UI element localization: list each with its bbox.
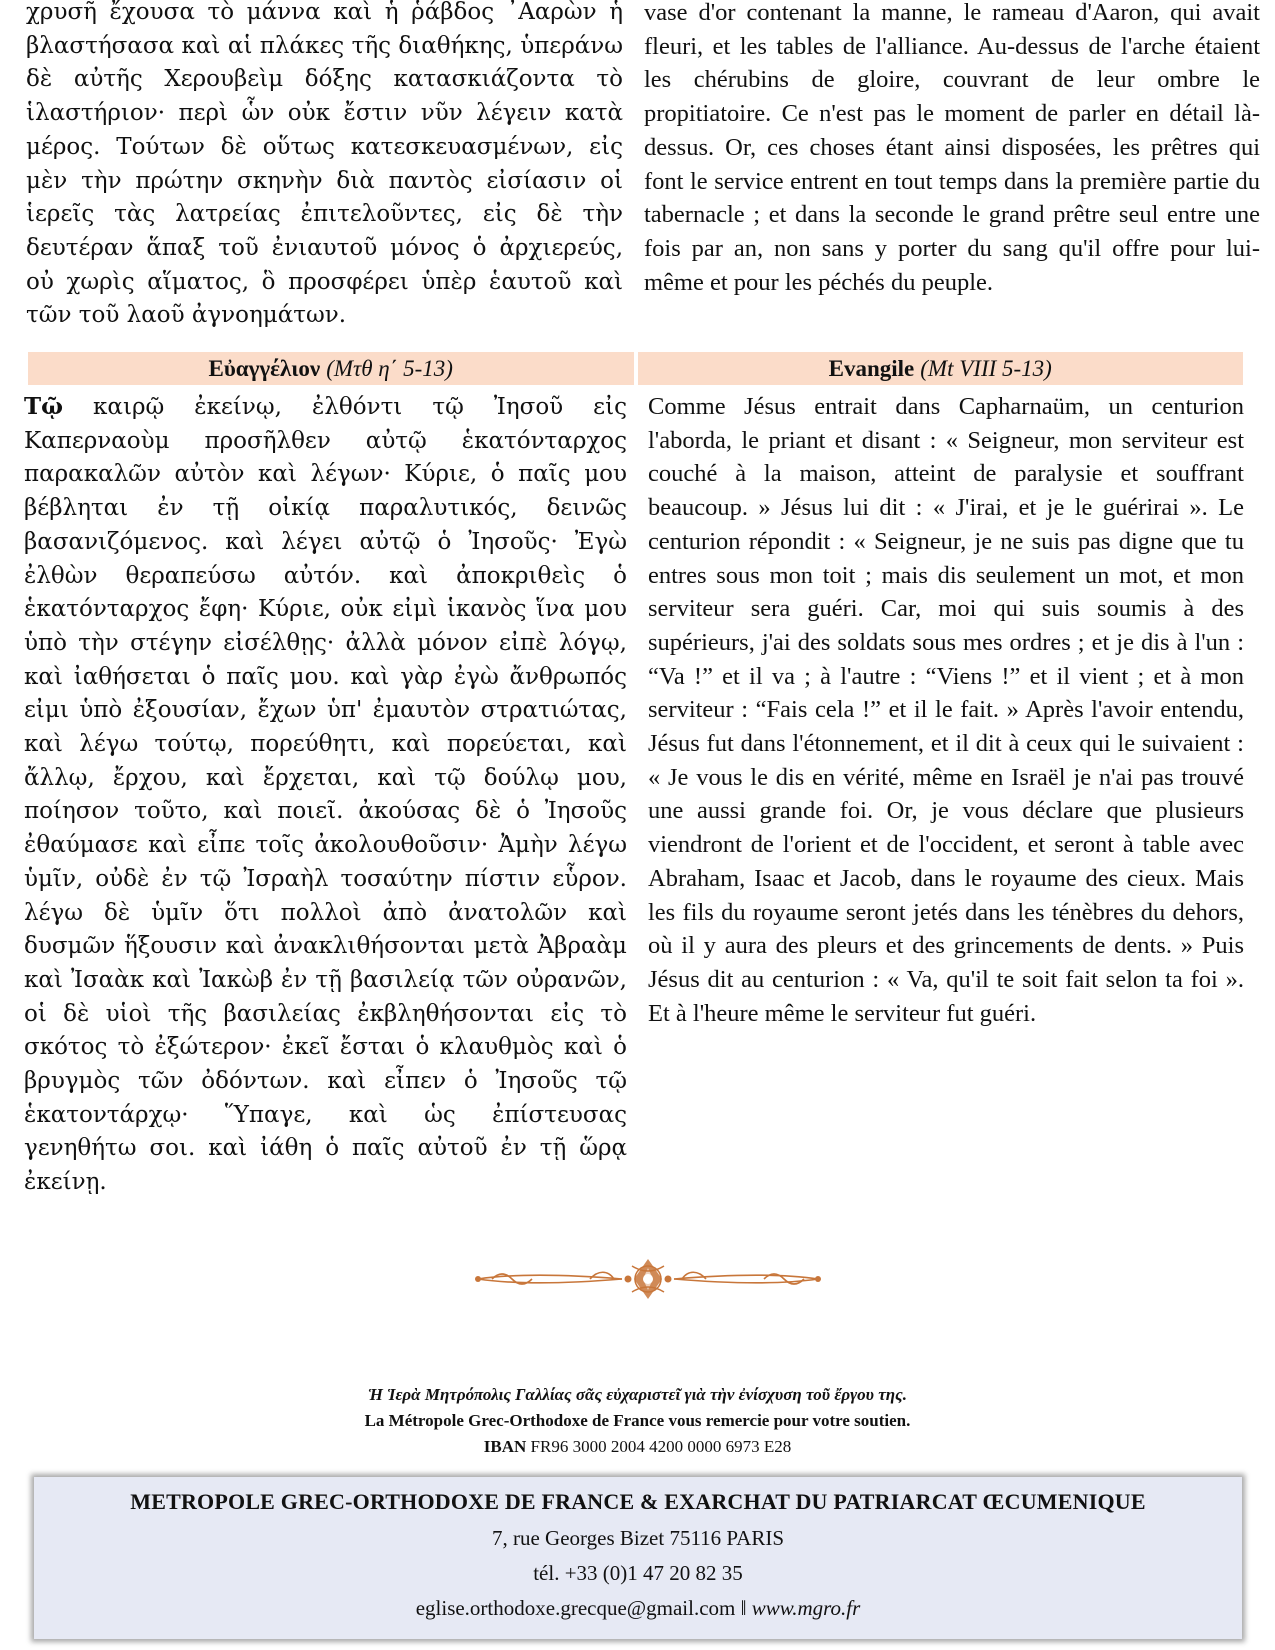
footer-phone: tél. +33 (0)1 47 20 82 35 [533,1561,743,1585]
gospel-header-row [28,352,1243,385]
epistle-french-text: vase d'or contenant la manne, le rameau d'Aaron, qui avait fleuri, et les tables de l'alliance. Au-dessus de l'arche étaient les chérubins de gloire, couvrant de leur ombre le propitiatoire. Ce n'est pas le moment de parler en détail là-dessus. Or, ces choses étant ainsi disposées, les prêtres qui font le service entrent en tout temps dans la première partie du tabernacle ; et dans la seconde le grand prêtre seul entre une fois par an, non sans y porter du sang qu'il offre pour lui-même et pour les péchés du peuple. [644,0,1260,296]
gospel-french-reference [920,356,1052,382]
footer-email-link[interactable]: eglise.orthodoxe.grecque@gmail.com [415,1596,736,1620]
gospel-greek-title: Εὐαγγέλιον [208,355,321,381]
gospel-greek-reference: (Μτθ η΄ 5-13) [326,355,453,381]
gospel-french-reference-open: (Mt [920,355,954,381]
thanks-french: La Métropole Grec-Orthodoxe de France vous remercie pour votre soutien. [364,1411,911,1430]
iban-label: IBAN [483,1437,527,1456]
footer-address: 7, rue Georges Bizet 75116 PARIS [491,1526,785,1550]
gospel-greek-initial: Τῷ [24,393,64,420]
gospel-french-reference-chapter: VIII 5-13) [959,355,1052,381]
footer-website-link[interactable]: www.mgro.fr [751,1596,861,1620]
footer-organization: METROPOLE GREC-ORTHODOXE DE FRANCE & EXARCHAT DU PATRIARCAT ŒCUMENIQUE [130,1489,1146,1514]
gospel-french-text: Comme Jésus entrait dans Capharnaüm, un centurion l'aborda, le priant et disant : « Seigneur, mon serviteur est couché à la maison, atteint de paralysie et souffrant beaucoup. » Jésus lui dit : « J'irai, et je le guérirai ». Le centurion répondit : « Seigneur, je ne suis pas digne que tu entres sous mon toit ; mais dis seulement un mot, et mon serviteur sera guéri. Car, moi qui suis soumis à des supérieurs, j'ai des soldats sous mes ordres ; et je dis à l'un : “Va !” et il va ; à l'autre : “Viens !” et il vient ; et à mon serviteur : “Fais cela !” et il le fait. » Après l'avoir entendu, Jésus fut dans l'étonnement, et il dit à ceux qui le suivaient : « Je vous le dis en vérité, même en Israël je n'ai pas trouvé une aussi grande foi. Or, je vous déclare que plusieurs viendront de l'orient et de l'occident, et seront à table avec Abraham, Isaac et Jacob, dans le royaume des cieux. Mais les fils du royaume seront jetés dans les ténèbres du dehors, où il y aura des pleurs et des grincements de dents. » Puis Jésus dit au centurion : « Va, qu'il te soit fait selon ta foi ». Et à l'heure même le serviteur fut guéri. [648,393,1244,1027]
iban-value: FR96 3000 2004 4200 0000 6973 E28 [530,1437,792,1456]
gospel-header-french [638,352,1244,385]
gospel-greek-body: καιρῷ ἐκείνῳ, ἐλθόντι τῷ Ἰησοῦ εἰς Καπερναοὺμ προσῆλθεν αὐτῷ ἑκατόνταρχος παρακαλῶν αὐτὸν καὶ λέγων· Κύριε, ὁ παῖς μου βέβληται ἐν τῇ οἰκίᾳ παραλυτικός, δεινῶς βασανιζόμενος. καὶ λέγει αὐτῷ ὁ Ἰησοῦς· Ἐγὼ ἐλθὼν θεραπεύσω αὐτόν. καὶ ἀποκριθεὶς ὁ ἑκατόνταρχος ἔφη· Κύριε, οὐκ εἰμὶ ἱκανὸς ἵνα μου ὑπὸ τὴν στέγην εἰσέλθῃς· ἀλλὰ μόνον εἰπὲ λόγῳ, καὶ ἰαθήσεται ὁ παῖς μου. καὶ γὰρ ἐγὼ ἄνθρωπός εἰμι ὑπὸ ἐξουσίαν, ἔχων ὑπ' ἐμαυτὸν στρατιώτας, καὶ λέγω τούτῳ, πορεύθητι, καὶ πορεύεται, καὶ ἄλλῳ, ἔρχου, καὶ ἔρχεται, καὶ τῷ δούλῳ μου, ποίησον τοῦτο, καὶ ποιεῖ. ἀκούσας δὲ ὁ Ἰησοῦς ἐθαύμασε καὶ εἶπε τοῖς ἀκολουθοῦσιν· Ἀμὴν λέγω ὑμῖν, οὐδὲ ἐν τῷ Ἰσραὴλ τοσαύτην πίστιν εὗρον. λέγω δὲ ὑμῖν ὅτι πολλοὶ ἀπὸ ἀνατολῶν καὶ δυσμῶν ἥξουσιν καὶ ἀνακλιθήσονται μετὰ Ἀβραὰμ καὶ Ἰσαὰκ καὶ Ἰακὼβ ἐν τῇ βασιλείᾳ τῶν οὐρανῶν, οἱ δὲ υἱοὶ τῆς βασιλείας ἐκβληθήσονται εἰς τὸ σκότος τὸ ἐξώτερον· ἐκεῖ ἔσται ὁ κλαυθμὸς καὶ ὁ βρυγμὸς τῶν ὀδόντων. καὶ εἶπεν ὁ Ἰησοῦς τῷ ἑκατοντάρχῳ· Ὕπαγε, καὶ ὡς ἐπίστευσας γενηθήτω σοι. καὶ ἰάθη ὁ παῖς αὐτοῦ ἐν τῇ ὥρᾳ ἐκείνῃ. [24,394,627,1196]
footer-contact-line [34,1596,1242,1621]
gospel-french-title: Evangile [828,355,915,381]
gospel-header-greek [28,352,634,385]
thanks-greek: Ἡ Ἱερὰ Μητρόπολις Γαλλίας σᾶς εὐχαριστεῖ γιὰ τὴν ἐνίσχυση τοῦ ἔργου της. [368,1385,907,1404]
epistle-greek-text: χρυσῆ ἔχουσα τὸ μάννα καὶ ἡ ῥάβδος ᾿Ααρὼν ἡ βλαστήσασα καὶ αἱ πλάκες τῆς διαθήκης, ὑπεράνω δὲ αὐτῆς Χερουβεὶμ δόξης κατασκιάζοντα τὸ ἱλαστήριον· περὶ ὧν οὐκ ἔστιν νῦν λέγειν κατὰ μέρος. Τούτων δὲ οὕτως κατεσκευασμένων, εἰς μὲν τὴν πρώτην σκηνὴν διὰ παντὸς εἰσίασιν οἱ ἱερεῖς τὰς λατρείας ἐπιτελοῦντες, εἰς δὲ τὴν δευτέραν ἅπαξ τοῦ ἐνιαυτοῦ μόνος ὁ ἀρχιερεύς, οὐ χωρὶς αἵματος, ὃ προσφέρει ὑπὲρ ἑαυτοῦ καὶ τῶν τοῦ λαοῦ ἀγνοημάτων. [26,0,623,329]
gospel-greek-text [24,390,627,1200]
footer-separator: ‖ [740,1596,747,1620]
ornament-divider-icon [472,1256,824,1302]
footer-contact-box [34,1477,1242,1639]
iban-line [0,1437,1275,1457]
